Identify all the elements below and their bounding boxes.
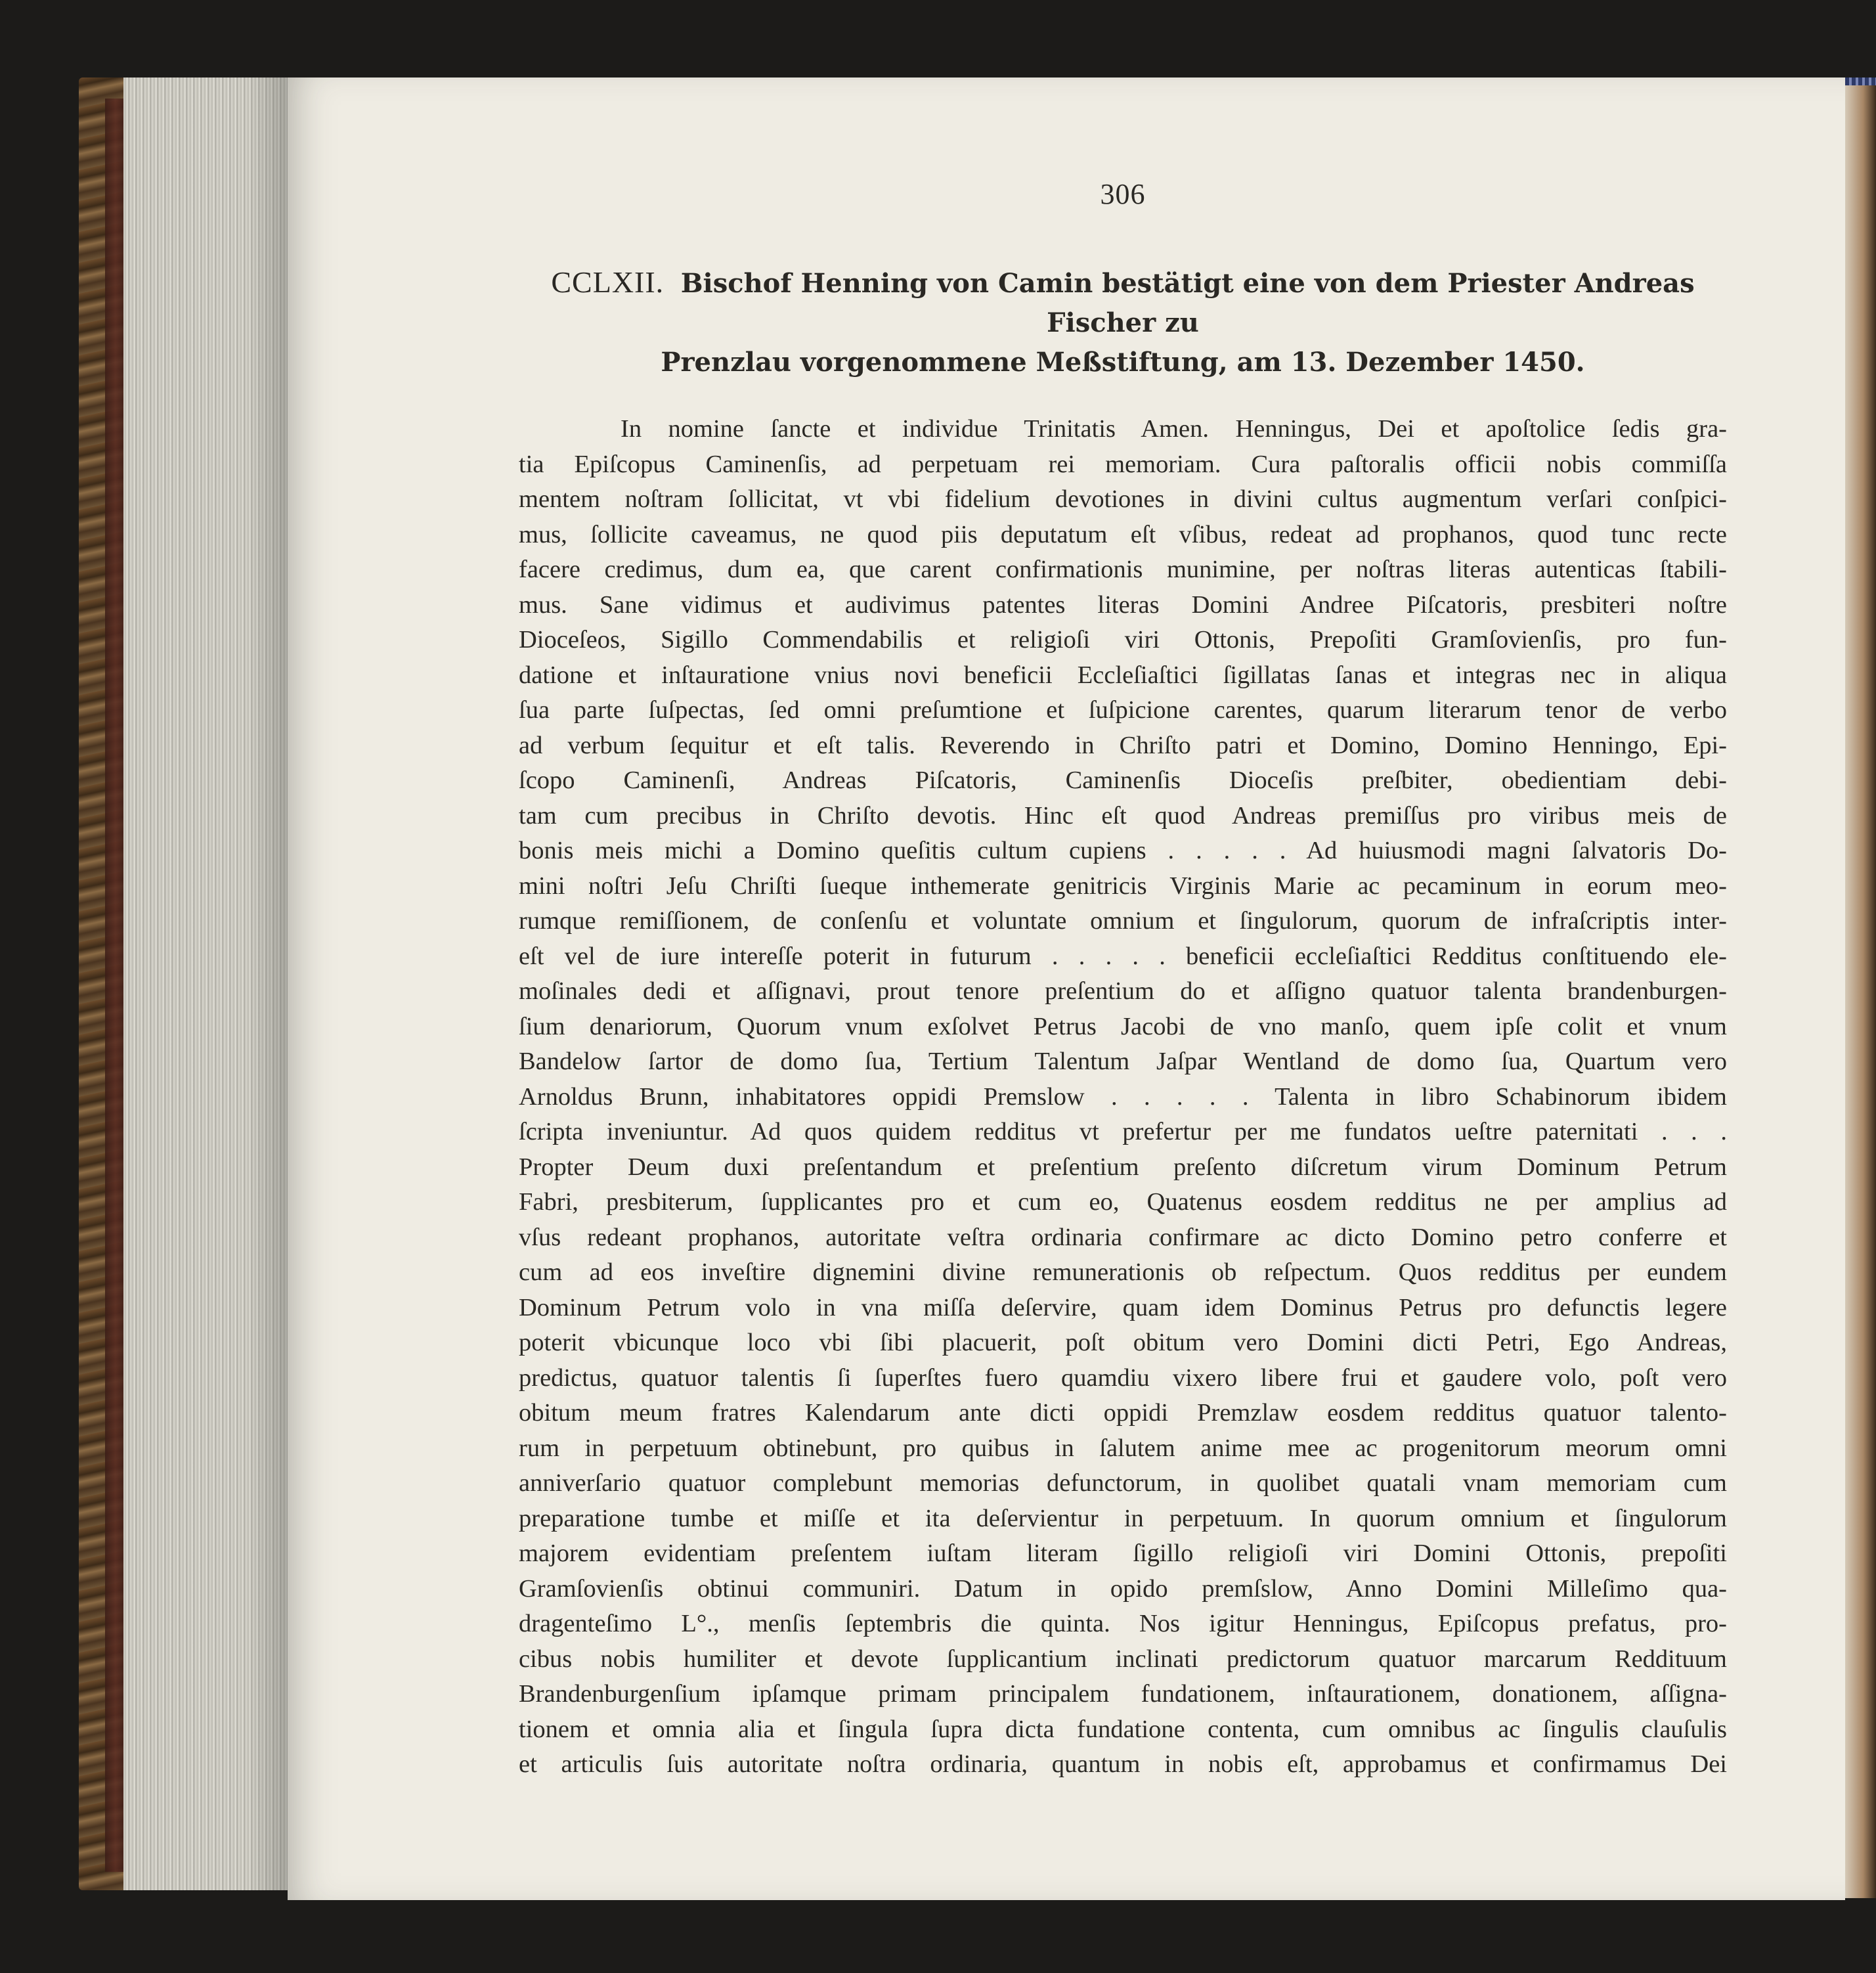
text-line: majorem evidentiam preſentem iuſtam literam ſigillo religioſi viri Domini Ottonis, prepoſiti [519, 1540, 1727, 1567]
text-line: bonis meis michi a Domino queſitis cultum cupiens . . . . . Ad huiusmodi magni ſalvatoris Do- [519, 837, 1727, 864]
text-line: facere credimus, dum ea, que carent confirmationis munimine, per noſtras literas autenticas ſtabili- [519, 556, 1727, 583]
text-line: cum ad eos inveſtire dignemini divine remunerationis ob reſpectum. Quos redditus per eundem [519, 1258, 1727, 1286]
document-number: CCLXII. [551, 265, 665, 299]
text-line: datione et inſtauratione vnius novi beneficii Eccleſiaſtici ſigillatas ſanas et integras nec in aliqua [519, 661, 1727, 689]
text-line: vſus redeant prophanos, autoritate veſtra ordinaria confirmare ac dicto Domino petro conferre et [519, 1223, 1727, 1251]
body-text [519, 412, 1727, 1783]
document-heading [519, 263, 1727, 382]
text-line: ad verbum ſequitur et eſt talis. Reverendo in Chriſto patri et Domino, Domino Henningo, Epi- [519, 731, 1727, 759]
facing-page-edge [1844, 85, 1876, 1898]
text-line: ſcripta inveniuntur. Ad quos quidem redditus vt prefertur per me fundatos ueſtre paternitati . . . [519, 1118, 1727, 1145]
heading-title-line-1: Bischof Henning von Camin bestätigt eine von dem Priester Andreas Fischer zu [680, 268, 1695, 338]
text-line: preparatione tumbe et miſſe et ita deſervientur in perpetuum. In quorum omnium et ſingulorum [519, 1504, 1727, 1532]
text-line: Gramſovienſis obtinui communiri. Datum in opido premſslow, Anno Domini Milleſimo qua- [519, 1574, 1727, 1603]
text-line: mus. Sane vidimus et audivimus patentes literas Domini Andree Piſcatoris, presbiteri noſtre [519, 590, 1727, 619]
heading-line-2 [519, 342, 1727, 382]
text-line: poterit vbicunque loco vbi ſibi placuerit, poſt obitum vero Domini dicti Petri, Ego Andreas, [519, 1329, 1727, 1356]
text-line: rumque remiſſionem, de conſenſu et voluntate omnium et ſingulorum, quorum de infraſcriptis inter- [519, 907, 1727, 935]
text-line: cibus nobis humiliter et devote ſupplicantium inclinati predictorum quatuor marcarum Reddituum [519, 1645, 1727, 1673]
text-line: tia Epiſcopus Caminenſis, ad perpetuam rei memoriam. Cura paſtoralis officii nobis commiſſa [519, 450, 1727, 478]
text-line: et articulis ſuis autoritate noſtra ordinaria, quantum in nobis eſt, approbamus et confirmamus Dei [519, 1750, 1727, 1778]
text-line: anniverſario quatuor complebunt memorias defunctorum, in quolibet quatali vnam memoriam cum [519, 1469, 1727, 1497]
text-line: mini noſtri Jeſu Chriſti ſueque inthemerate genitricis Virginis Marie ac pecaminum in eorum meo- [519, 872, 1727, 900]
text-line: Fabri, presbiterum, ſupplicantes pro et cum eo, Quatenus eosdem redditus ne per amplius ad [519, 1188, 1727, 1216]
page-content [519, 177, 1727, 1783]
heading-line-1 [519, 263, 1727, 342]
text-line: dragenteſimo L°., menſis ſeptembris die quinta. Nos igitur Henningus, Epiſcopus prefatus, pro- [519, 1610, 1727, 1637]
text-line: Propter Deum duxi preſentandum et preſentium preſento diſcretum virum Dominum Petrum [519, 1153, 1727, 1181]
text-line: Dominum Petrum volo in vna miſſa deſervire, quam idem Dominus Petrus pro defunctis legere [519, 1293, 1727, 1321]
text-line: ſcopo Caminenſi, Andreas Piſcatoris, Caminenſis Dioceſis preſbiter, obedientiam debi- [519, 766, 1727, 794]
text-line: obitum meum fratres Kalendarum ante dicti oppidi Premzlaw eosdem redditus quatuor talento- [519, 1399, 1727, 1427]
text-line: tam cum precibus in Chriſto devotis. Hinc eſt quod Andreas premiſſus pro viribus meis de [519, 801, 1727, 830]
text-line: eſt vel de iure intereſſe poterit in futurum . . . . . beneficii eccleſiaſtici Redditus conſtituendo ele- [519, 942, 1727, 970]
text-line: mus, ſollicite caveamus, ne quod piis deputatum eſt vſibus, redeat ad prophanos, quod tunc recte [519, 520, 1727, 548]
text-line: In nomine ſancte et individue Trinitatis Amen. Henningus, Dei et apoſtolice ſedis gra- [621, 415, 1727, 443]
text-line: Bandelow ſartor de domo ſua, Tertium Talentum Jaſpar Wentland de domo ſua, Quartum vero [519, 1048, 1727, 1075]
text-line: ſium denariorum, Quorum vnum exſolvet Petrus Jacobi de vno manſo, quem ipſe colit et vnum [519, 1012, 1727, 1040]
text-line: Arnoldus Brunn, inhabitatores oppidi Premslow . . . . . Talenta in libro Schabinorum ibidem [519, 1082, 1727, 1111]
text-line: mentem noſtram ſollicitat, vt vbi fidelium devotiones in divini cultus augmentum verſari conſpici- [519, 485, 1727, 513]
page-number: 306 [1100, 178, 1146, 210]
text-line: tionem et omnia alia et ſingula ſupra dicta fundatione contenta, cum omnibus ac ſingulis clauſulis [519, 1715, 1727, 1743]
text-line: moſinales dedi et aſſignavi, prout tenore preſentium do et aſſigno quatuor talenta brandenburgen- [519, 977, 1727, 1005]
text-line: predictus, quatuor talentis ſi ſuperſtes fuero quamdiu vixero libere frui et gaudere volo, poſt vero [519, 1363, 1727, 1392]
heading-title-line-2: Prenzlau vorgenommene Meßstiftung, am 13. Dezember 1450. [661, 347, 1585, 378]
page-edges [123, 78, 288, 1890]
text-line: rum in perpetuum obtinebunt, pro quibus in ſalutem anime mee ac progenitorum meorum omni [519, 1434, 1727, 1462]
text-line: Dioceſeos, Sigillo Commendabilis et religioſi viri Ottonis, Prepoſiti Gramſovienſis, pro fun- [519, 626, 1727, 654]
text-line: ſua parte ſuſpectas, ſed omni preſumtione et ſuſpicione carentes, quarum literarum tenor de verbo [519, 696, 1727, 724]
text-line: Brandenburgenſium ipſamque primam principalem fundationem, inſtaurationem, donationem, aſſigna- [519, 1680, 1727, 1708]
